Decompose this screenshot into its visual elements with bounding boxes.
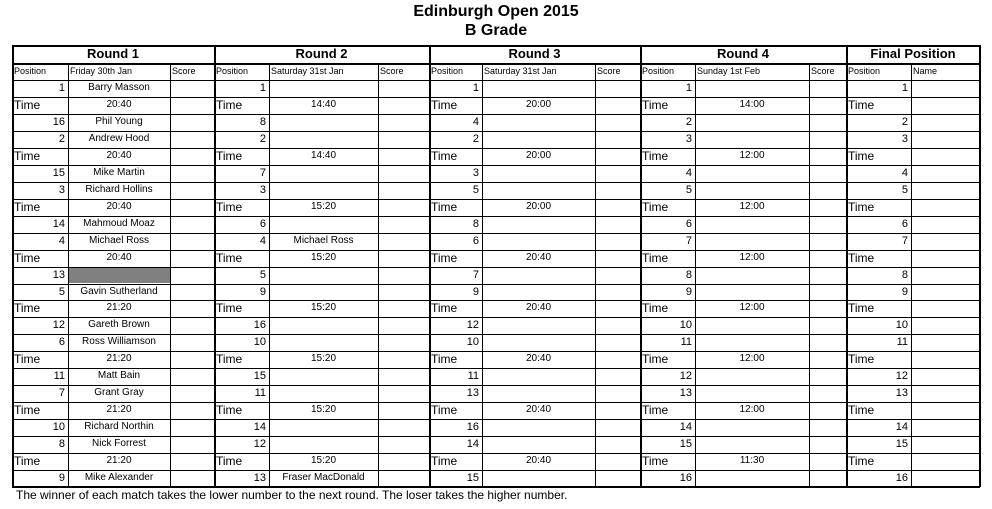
position-number: 4	[901, 166, 908, 179]
player-name	[695, 436, 809, 453]
position-number: 12	[52, 319, 65, 332]
player-name: Matt Bain	[97, 370, 141, 382]
player-name	[695, 334, 809, 351]
column-header-position: Position	[848, 66, 881, 76]
position-number: 14	[895, 421, 908, 434]
time-label: Time	[431, 97, 458, 112]
column-header-position: Position	[14, 66, 47, 76]
position-number: 10	[895, 319, 908, 332]
position-number: 2	[472, 132, 479, 145]
time-label: Time	[216, 301, 243, 316]
position-number: 14	[253, 421, 266, 434]
position-number: 10	[466, 336, 479, 349]
position-number: 11	[254, 387, 266, 400]
position-number: 4	[685, 166, 692, 179]
position-number: 2	[685, 115, 692, 128]
column-header-name: Saturday 31st Jan	[271, 66, 344, 76]
time-label: Time	[642, 403, 669, 418]
time-label: Time	[14, 97, 41, 112]
position-number: 16	[52, 115, 65, 128]
match-time: 20:40	[106, 149, 132, 161]
time-label: Time	[848, 403, 875, 418]
player-name	[269, 216, 378, 233]
player-name: Gavin Sutherland	[80, 285, 158, 297]
bracket-table	[12, 45, 980, 487]
match-time: 20:40	[525, 353, 552, 365]
grid-line-v	[809, 63, 810, 487]
time-label: Time	[216, 250, 243, 265]
player-name	[482, 385, 595, 402]
time-label: Time	[216, 148, 243, 163]
time-label: Time	[431, 403, 458, 418]
match-time: 12:00	[739, 353, 765, 365]
player-name	[269, 165, 378, 182]
player-name	[482, 182, 595, 199]
match-time: 12:00	[739, 302, 765, 314]
player-name	[269, 368, 378, 385]
position-number: 9	[472, 285, 479, 298]
time-label: Time	[216, 97, 243, 112]
position-number: 14	[679, 421, 692, 434]
column-header-score: Score	[172, 66, 196, 76]
player-name	[695, 470, 809, 487]
player-name: Mike Martin	[93, 166, 145, 178]
position-number: 5	[685, 183, 692, 196]
position-number: 8	[259, 115, 266, 128]
position-number: 12	[895, 370, 908, 383]
position-number: 1	[901, 82, 908, 94]
time-label: Time	[642, 250, 669, 265]
player-name	[482, 267, 595, 284]
grid-line-v	[378, 63, 379, 487]
position-number: 1	[58, 82, 65, 94]
match-time: 12:00	[739, 251, 765, 263]
position-number: 14	[52, 217, 65, 230]
player-name	[482, 436, 595, 453]
player-name	[269, 317, 378, 334]
time-label: Time	[14, 250, 41, 265]
bye-cell	[69, 268, 170, 284]
player-name	[269, 80, 378, 97]
column-header-score: Score	[811, 66, 835, 76]
match-time: 20:40	[525, 455, 552, 467]
position-number: 8	[472, 217, 479, 230]
position-number: 3	[901, 132, 908, 145]
position-number: 6	[901, 217, 908, 230]
player-name: Barry Masson	[88, 82, 150, 93]
position-number: 10	[52, 421, 65, 434]
column-header-position: Position	[642, 66, 675, 76]
player-name	[695, 385, 809, 402]
position-number: 9	[259, 285, 266, 298]
player-name	[269, 182, 378, 199]
player-name	[482, 334, 595, 351]
match-time: 21:20	[106, 302, 132, 314]
position-number: 6	[259, 217, 266, 230]
time-label: Time	[431, 148, 458, 163]
position-number: 16	[253, 319, 266, 332]
position-number: 8	[901, 268, 908, 281]
match-time: 14:40	[310, 149, 337, 161]
match-time: 20:00	[525, 149, 552, 161]
player-name	[482, 131, 595, 148]
position-number: 4	[259, 234, 266, 247]
position-number: 2	[259, 132, 266, 145]
player-name: Michael Ross	[293, 234, 354, 246]
player-name	[482, 284, 595, 301]
match-time: 11:30	[739, 455, 765, 467]
time-label: Time	[642, 352, 669, 367]
position-number: 7	[259, 166, 266, 179]
grid-line-v	[170, 63, 171, 487]
position-number: 5	[901, 183, 908, 196]
match-time: 20:40	[106, 200, 132, 212]
player-name: Mahmoud Moaz	[83, 217, 155, 229]
round-header: Round 4	[717, 46, 769, 61]
position-number: 11	[680, 336, 692, 349]
round-header: Round 1	[87, 46, 139, 61]
position-number: 4	[472, 115, 479, 128]
player-name	[695, 368, 809, 385]
match-time: 20:40	[525, 302, 552, 314]
match-time: 12:00	[739, 404, 765, 416]
match-time: 15:20	[310, 302, 337, 314]
time-label: Time	[431, 199, 458, 214]
time-label: Time	[216, 403, 243, 418]
position-number: 9	[58, 472, 65, 485]
match-time: 20:40	[525, 251, 552, 263]
position-number: 11	[896, 336, 908, 349]
position-number: 13	[895, 387, 908, 400]
position-number: 16	[466, 421, 479, 434]
position-number: 16	[895, 472, 908, 485]
player-name	[269, 131, 378, 148]
match-time: 21:20	[106, 404, 132, 416]
match-time: 15:20	[310, 200, 337, 212]
position-number: 7	[472, 268, 479, 281]
player-name: Andrew Hood	[88, 132, 150, 144]
column-header-score: Score	[597, 66, 621, 76]
player-name	[482, 114, 595, 131]
match-time: 15:20	[310, 455, 337, 467]
position-number: 16	[679, 472, 692, 485]
position-number: 7	[685, 234, 692, 247]
position-number: 7	[58, 387, 65, 400]
position-number: 15	[466, 472, 479, 485]
player-name: Mike Alexander	[84, 472, 154, 484]
position-number: 13	[253, 472, 266, 485]
player-name: Richard Hollins	[85, 183, 153, 195]
position-number: 8	[685, 268, 692, 281]
player-name: Phil Young	[95, 115, 143, 127]
column-header-name: Friday 30th Jan	[70, 66, 133, 76]
player-name	[482, 233, 595, 250]
position-number: 9	[901, 285, 908, 298]
player-name	[269, 284, 378, 301]
time-label: Time	[431, 352, 458, 367]
player-name	[482, 470, 595, 487]
column-header-name: Sunday 1st Feb	[697, 66, 761, 76]
time-label: Time	[642, 97, 669, 112]
sheet-subtitle: B Grade	[464, 22, 528, 39]
position-number: 15	[253, 370, 266, 383]
time-label: Time	[14, 199, 41, 214]
player-name: Gareth Brown	[88, 319, 150, 331]
column-header-position: Position	[431, 66, 464, 76]
time-label: Time	[431, 250, 458, 265]
player-name	[695, 233, 809, 250]
match-time: 15:20	[310, 404, 337, 416]
position-number: 6	[685, 217, 692, 230]
time-label: Time	[848, 250, 875, 265]
position-number: 13	[52, 268, 65, 281]
position-number: 12	[253, 438, 266, 451]
time-label: Time	[14, 454, 41, 469]
position-number: 15	[895, 438, 908, 451]
player-name	[695, 419, 809, 436]
time-label: Time	[431, 301, 458, 316]
player-name	[695, 284, 809, 301]
time-label: Time	[216, 352, 243, 367]
player-name	[695, 80, 809, 97]
time-label: Time	[848, 454, 875, 469]
player-name	[269, 419, 378, 436]
match-time: 12:00	[739, 149, 765, 161]
player-name	[482, 419, 595, 436]
position-number: 7	[901, 234, 908, 247]
player-name	[695, 216, 809, 233]
position-number: 5	[58, 285, 65, 298]
position-number: 11	[467, 370, 479, 383]
player-name	[482, 165, 595, 182]
time-label: Time	[848, 301, 875, 316]
match-time: 12:00	[739, 200, 765, 212]
match-time: 20:40	[525, 404, 552, 416]
column-header-name: Name	[913, 66, 938, 76]
position-number: 3	[685, 132, 692, 145]
position-number: 1	[472, 82, 479, 94]
match-time: 20:00	[525, 98, 552, 110]
position-number: 15	[52, 166, 65, 179]
position-number: 2	[58, 132, 65, 145]
position-number: 12	[679, 370, 692, 383]
match-time: 15:20	[310, 353, 337, 365]
position-number: 3	[259, 183, 266, 196]
player-name	[695, 131, 809, 148]
position-number: 5	[472, 183, 479, 196]
position-number: 9	[685, 285, 692, 298]
time-label: Time	[14, 403, 41, 418]
player-name	[269, 436, 378, 453]
player-name	[482, 80, 595, 97]
time-label: Time	[14, 352, 41, 367]
position-number: 3	[472, 166, 479, 179]
player-name	[695, 165, 809, 182]
time-label: Time	[216, 454, 243, 469]
match-time: 20:00	[525, 200, 552, 212]
position-number: 1	[259, 82, 266, 94]
player-name	[269, 267, 378, 284]
footer-note: The winner of each match takes the lower number to the next round. The loser takes the higher number.	[16, 488, 568, 502]
player-name: Michael Ross	[88, 234, 150, 246]
position-number: 3	[58, 183, 65, 196]
time-label: Time	[642, 454, 669, 469]
player-name	[482, 317, 595, 334]
player-name	[482, 216, 595, 233]
grid-line-v	[595, 63, 596, 487]
position-number: 10	[679, 319, 692, 332]
player-name: Nick Forrest	[92, 438, 146, 450]
time-label: Time	[848, 97, 875, 112]
player-name: Grant Gray	[94, 387, 144, 399]
time-label: Time	[642, 148, 669, 163]
player-name	[269, 114, 378, 131]
player-name	[269, 385, 378, 402]
column-header-name: Saturday 31st Jan	[484, 66, 557, 76]
round-header: Final Position	[870, 46, 956, 61]
position-number: 1	[685, 82, 692, 94]
time-label: Time	[848, 199, 875, 214]
sheet-title: Edinburgh Open 2015	[413, 3, 579, 20]
time-label: Time	[431, 454, 458, 469]
time-label: Time	[216, 199, 243, 214]
position-number: 13	[466, 387, 479, 400]
time-label: Time	[642, 301, 669, 316]
time-label: Time	[848, 148, 875, 163]
player-name	[695, 267, 809, 284]
match-time: 15:20	[310, 251, 337, 263]
position-number: 8	[58, 438, 65, 451]
match-time: 20:40	[106, 251, 132, 263]
player-name: Richard Northin	[84, 421, 154, 433]
time-label: Time	[848, 352, 875, 367]
position-number: 15	[679, 438, 692, 451]
player-name	[482, 368, 595, 385]
round-header: Round 2	[295, 46, 348, 61]
grid-line-v	[911, 63, 912, 487]
player-name: Ross Williamson	[82, 336, 156, 348]
match-time: 21:20	[106, 455, 132, 467]
position-number: 14	[466, 438, 479, 451]
position-number: 4	[58, 234, 65, 247]
match-time: 21:20	[106, 353, 132, 365]
round-header: Round 3	[508, 46, 561, 61]
position-number: 13	[679, 387, 692, 400]
position-number: 10	[253, 336, 266, 349]
column-header-position: Position	[216, 66, 249, 76]
position-number: 11	[53, 370, 65, 383]
match-time: 14:40	[310, 98, 337, 110]
match-time: 20:40	[106, 98, 132, 110]
player-name	[695, 114, 809, 131]
player-name	[269, 334, 378, 351]
position-number: 6	[472, 234, 479, 247]
position-number: 12	[466, 319, 479, 332]
player-name	[695, 317, 809, 334]
position-number: 5	[259, 268, 266, 281]
position-number: 2	[901, 115, 908, 128]
time-label: Time	[642, 199, 669, 214]
column-header-score: Score	[380, 66, 404, 76]
match-time: 14:00	[739, 98, 765, 110]
position-number: 6	[58, 336, 65, 349]
time-label: Time	[14, 301, 41, 316]
player-name: Fraser MacDonald	[282, 472, 365, 484]
player-name	[695, 182, 809, 199]
time-label: Time	[14, 148, 41, 163]
